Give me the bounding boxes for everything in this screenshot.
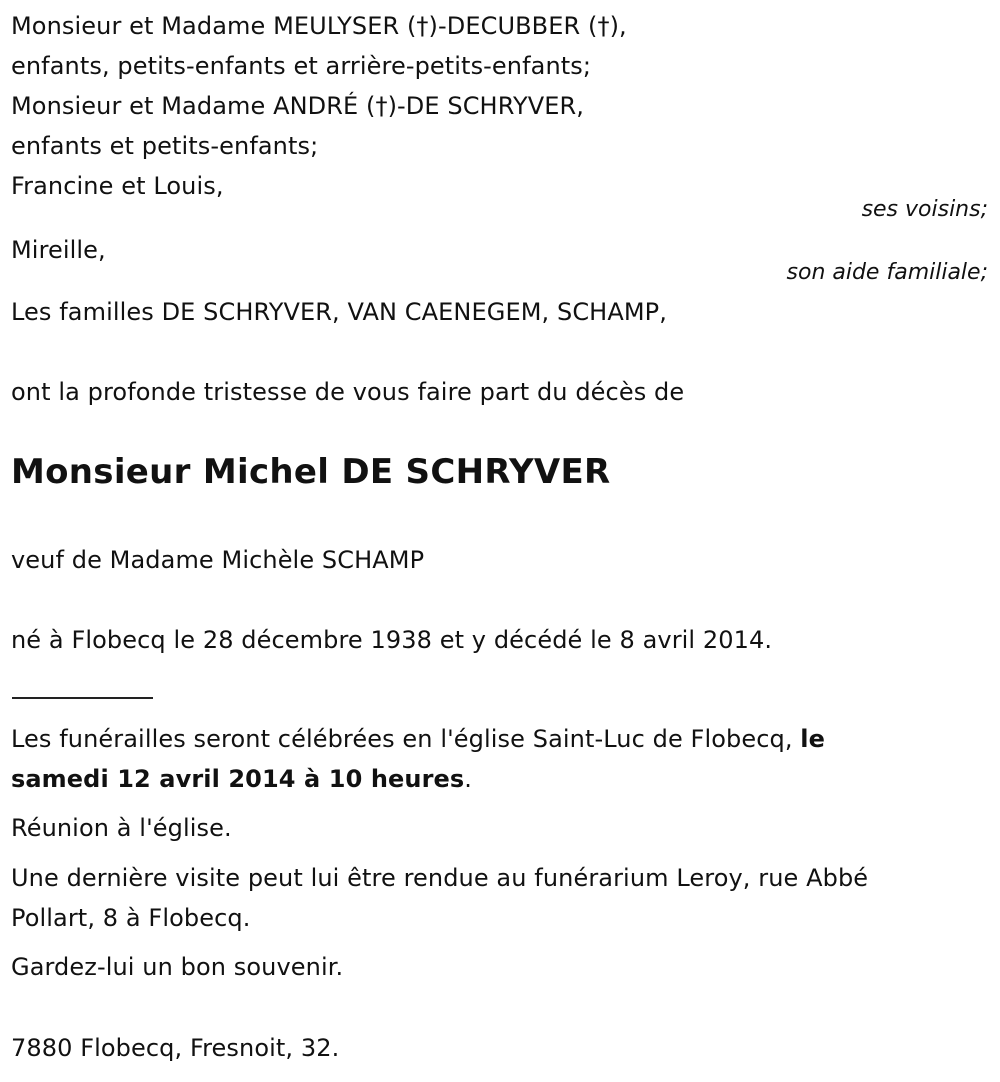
family-line-2: enfants, petits-enfants et arrière-petits-enfants; bbox=[11, 52, 592, 80]
funeral-line-2 bbox=[11, 759, 472, 799]
meeting-line: Réunion à l'église. bbox=[11, 814, 232, 842]
announcement: ont la profonde tristesse de vous faire part du décès de bbox=[11, 378, 685, 406]
mireille-line: Mireille, bbox=[11, 236, 106, 264]
families-line: Les familles DE SCHRYVER, VAN CAENEGEM, SCHAMP, bbox=[11, 298, 667, 326]
separator bbox=[12, 697, 153, 699]
funeral-intro: Les funérailles seront célébrées en l'église Saint-Luc de Flobecq, bbox=[11, 725, 801, 753]
role-neighbours: ses voisins; bbox=[861, 197, 988, 222]
widower-line: veuf de Madame Michèle SCHAMP bbox=[11, 546, 425, 574]
deceased-name: Monsieur Michel DE SCHRYVER bbox=[11, 452, 611, 492]
visit-line-2: Pollart, 8 à Flobecq. bbox=[11, 904, 251, 932]
birth-death-line: né à Flobecq le 28 décembre 1938 et y décédé le 8 avril 2014. bbox=[11, 626, 773, 654]
visit-line-1: Une dernière visite peut lui être rendue au funérarium Leroy, rue Abbé bbox=[11, 864, 869, 892]
funeral-date-start: le bbox=[800, 725, 826, 753]
family-line-3: Monsieur et Madame ANDRÉ (†)-DE SCHRYVER, bbox=[11, 92, 584, 120]
memory-line: Gardez-lui un bon souvenir. bbox=[11, 953, 344, 981]
funeral-line-1 bbox=[11, 719, 825, 759]
role-helper: son aide familiale; bbox=[786, 260, 988, 285]
family-line-5: Francine et Louis, bbox=[11, 172, 224, 200]
address-line: 7880 Flobecq, Fresnoit, 32. bbox=[11, 1034, 340, 1062]
funeral-date: samedi 12 avril 2014 à 10 heures bbox=[11, 765, 465, 793]
family-line-4: enfants et petits-enfants; bbox=[11, 132, 319, 160]
family-line-1: Monsieur et Madame MEULYSER (†)-DECUBBER (†), bbox=[11, 12, 627, 40]
funeral-end: . bbox=[464, 765, 473, 793]
